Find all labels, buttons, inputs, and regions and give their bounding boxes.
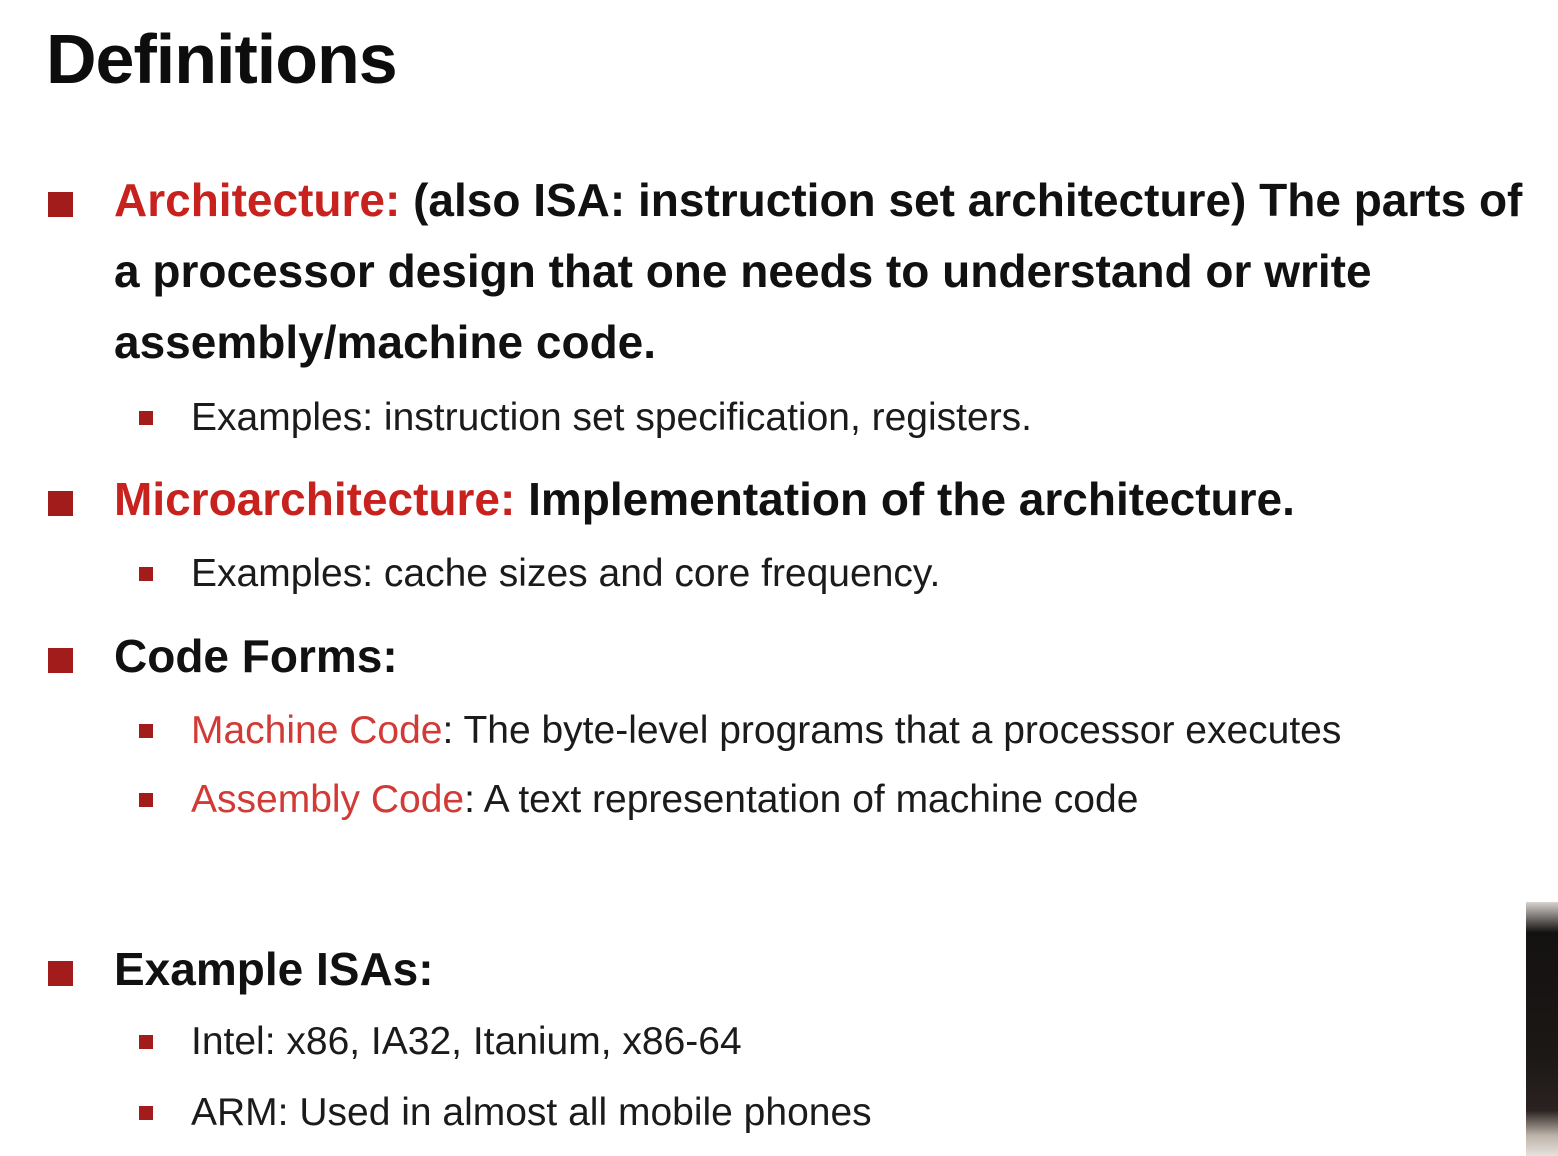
subbullet-arm (191, 1088, 1531, 1138)
heading-example-isas: Example ISAs: (114, 943, 434, 995)
square-bullet-icon (48, 491, 73, 516)
presenter-video-thumbnail (1526, 902, 1558, 1156)
subbullet-text: Examples: cache sizes and core frequency. (191, 552, 941, 595)
bullet-microarchitecture (114, 464, 1534, 535)
small-square-bullet-icon (139, 567, 153, 581)
definition-assembly-code: : A text representation of machine code (464, 778, 1139, 821)
definition-microarchitecture: Implementation of the architecture. (515, 473, 1295, 525)
small-square-bullet-icon (139, 1035, 153, 1049)
subbullet-microarchitecture-examples (191, 549, 1531, 599)
square-bullet-icon (48, 961, 73, 986)
small-square-bullet-icon (139, 411, 153, 425)
definition-architecture: (also ISA: instruction set architecture) The parts of a processor design that one needs to understand or write assembly/machine code. (114, 174, 1523, 368)
term-machine-code: Machine Code (191, 709, 443, 752)
bullet-example-isas (114, 934, 1534, 1005)
subbullet-text: Examples: instruction set specification, registers. (191, 396, 1033, 439)
small-square-bullet-icon (139, 793, 153, 807)
term-architecture: Architecture: (114, 174, 401, 226)
small-square-bullet-icon (139, 724, 153, 738)
definition-machine-code: : The byte-level programs that a processor executes (442, 709, 1342, 752)
bullet-architecture (114, 165, 1534, 378)
subbullet-architecture-examples (191, 393, 1531, 443)
subbullet-text: Intel: x86, IA32, Itanium, x86-64 (191, 1020, 742, 1063)
term-microarchitecture: Microarchitecture: (114, 473, 516, 525)
small-square-bullet-icon (139, 1106, 153, 1120)
heading-code-forms: Code Forms: (114, 630, 398, 682)
square-bullet-icon (48, 648, 73, 673)
subbullet-text: ARM: Used in almost all mobile phones (191, 1091, 872, 1134)
square-bullet-icon (48, 192, 73, 217)
slide-title: Definitions (46, 20, 397, 98)
bullet-code-forms (114, 621, 1534, 692)
subbullet-intel (191, 1017, 1531, 1067)
subbullet-machine-code (191, 706, 1531, 756)
term-assembly-code: Assembly Code (191, 778, 465, 821)
subbullet-assembly-code (191, 775, 1531, 825)
